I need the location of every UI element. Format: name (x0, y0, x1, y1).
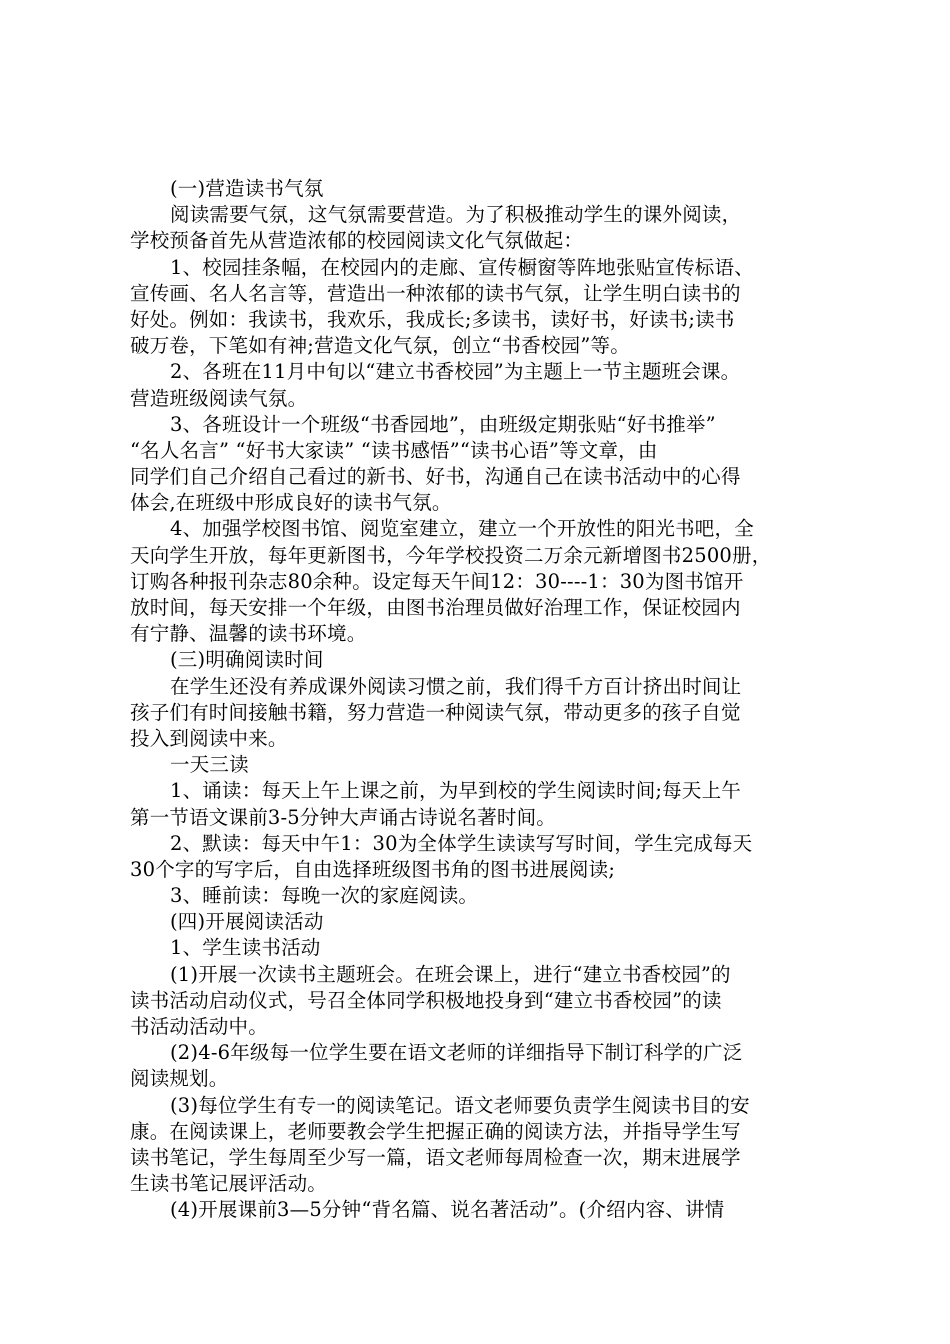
paragraph-line: 1、学生读书活动 (170, 936, 321, 960)
paragraph-line: (一)营造读书气氛 (170, 177, 324, 200)
paragraph-line: 1、诵读：每天上午上课之前，为早到校的学生阅读时间;每天上午 (170, 779, 741, 803)
paragraph-line: 有宁静、温馨的读书环境。 (130, 622, 367, 646)
paragraph-line: 书活动活动中。 (130, 1015, 268, 1038)
paragraph-line: (三)明确阅读时间 (170, 648, 324, 672)
paragraph-line: 一天三读 (170, 753, 249, 777)
paragraph-line: 2、各班在11月中旬以“建立书香校园”为主题上一节主题班会课。 (170, 360, 741, 384)
paragraph-line: (1)开展一次读书主题班会。在班会课上，进行“建立书香校园”的 (170, 962, 731, 986)
paragraph-line: (四)开展阅读活动 (170, 910, 324, 934)
paragraph-line: 康。在阅读课上，老师要教会学生把握正确的阅读方法，并指导学生写 (130, 1119, 741, 1143)
paragraph-line: 营造班级阅读气氛。 (130, 386, 308, 410)
paragraph-line: 30个字的写字后，自由选择班级图书角的图书进展阅读; (130, 857, 616, 881)
paragraph-line: (4)开展课前3—5分钟“背名篇、说名著活动”。(介绍内容、讲情 (170, 1198, 725, 1222)
paragraph-line: 天向学生开放，每年更新图书，今年学校投资二万余元新增图书2500册， (130, 543, 772, 567)
paragraph-line: (2)4-6年级每一位学生要在语文老师的详细指导下制订科学的广泛 (170, 1041, 743, 1065)
paragraph-line: 4、加强学校图书馆、阅览室建立，建立一个开放性的阳光书吧，全 (170, 517, 754, 541)
paragraph-line: 订购各种报刊杂志80余种。设定每天午间12：30----1：30为图书馆开 (130, 569, 744, 593)
paragraph-line: 宣传画、名人名言等，营造出一种浓郁的读书气氛，让学生明白读书的 (130, 281, 741, 305)
paragraph-line: 在学生还没有养成课外阅读习惯之前，我们得千方百计挤出时间让 (170, 674, 742, 698)
paragraph-line: 读书活动启动仪式，号召全体同学积极地投身到“建立书香校园”的读 (130, 988, 722, 1012)
document-body (130, 176, 830, 1224)
paragraph-line: 3、睡前读：每晚一次的家庭阅读。 (170, 884, 479, 908)
paragraph-line: 好处。例如：我读书，我欢乐，我成长;多读书，读好书，好读书;读书 (130, 307, 735, 331)
paragraph-line: 体会,在班级中形成良好的读书气氛。 (130, 491, 452, 515)
paragraph-line: 生读书笔记展评活动。 (130, 1172, 328, 1196)
paragraph-line: “名人名言” “好书大家读” “读书感悟”“读书心语”等文章，由 (130, 438, 658, 462)
paragraph-line: 1、校园挂条幅，在校园内的走廊、宣传橱窗等阵地张贴宣传标语、 (170, 255, 754, 279)
paragraph-line: 第一节语文课前3-5分钟大声诵古诗说名著时间。 (130, 805, 557, 829)
paragraph-line: 孩子们有时间接触书籍，努力营造一种阅读气氛，带动更多的孩子自觉 (130, 700, 741, 724)
paragraph-line: 3、各班设计一个班级“书香园地”，由班级定期张贴“好书推举” (170, 412, 716, 436)
paragraph-line: 放时间，每天安排一个年级，由图书治理员做好治理工作，保证校园内 (130, 596, 741, 619)
paragraph-line: 学校预备首先从营造浓郁的校园阅读文化气氛做起： (130, 229, 584, 253)
paragraph-line: 阅读需要气氛，这气氛需要营造。为了积极推动学生的课外阅读， (170, 203, 742, 227)
paragraph-line: 阅读规划。 (130, 1067, 229, 1091)
paragraph-line: 同学们自己介绍自己看过的新书、好书，沟通自己在读书活动中的心得 (130, 465, 741, 489)
paragraph-line: 破万卷，下笔如有神;营造文化气氛，创立“书香校园”等。 (130, 334, 630, 358)
paragraph-line: (3)每位学生有专一的阅读笔记。语文老师要负责学生阅读书目的安 (170, 1093, 750, 1117)
paragraph-line: 投入到阅读中来。 (130, 726, 288, 750)
paragraph-line: 2、默读：每天中午1：30为全体学生读读写写时间，学生完成每天 (170, 831, 753, 855)
paragraph-line: 读书笔记，学生每周至少写一篇，语文老师每周检查一次，期末进展学 (130, 1145, 741, 1169)
